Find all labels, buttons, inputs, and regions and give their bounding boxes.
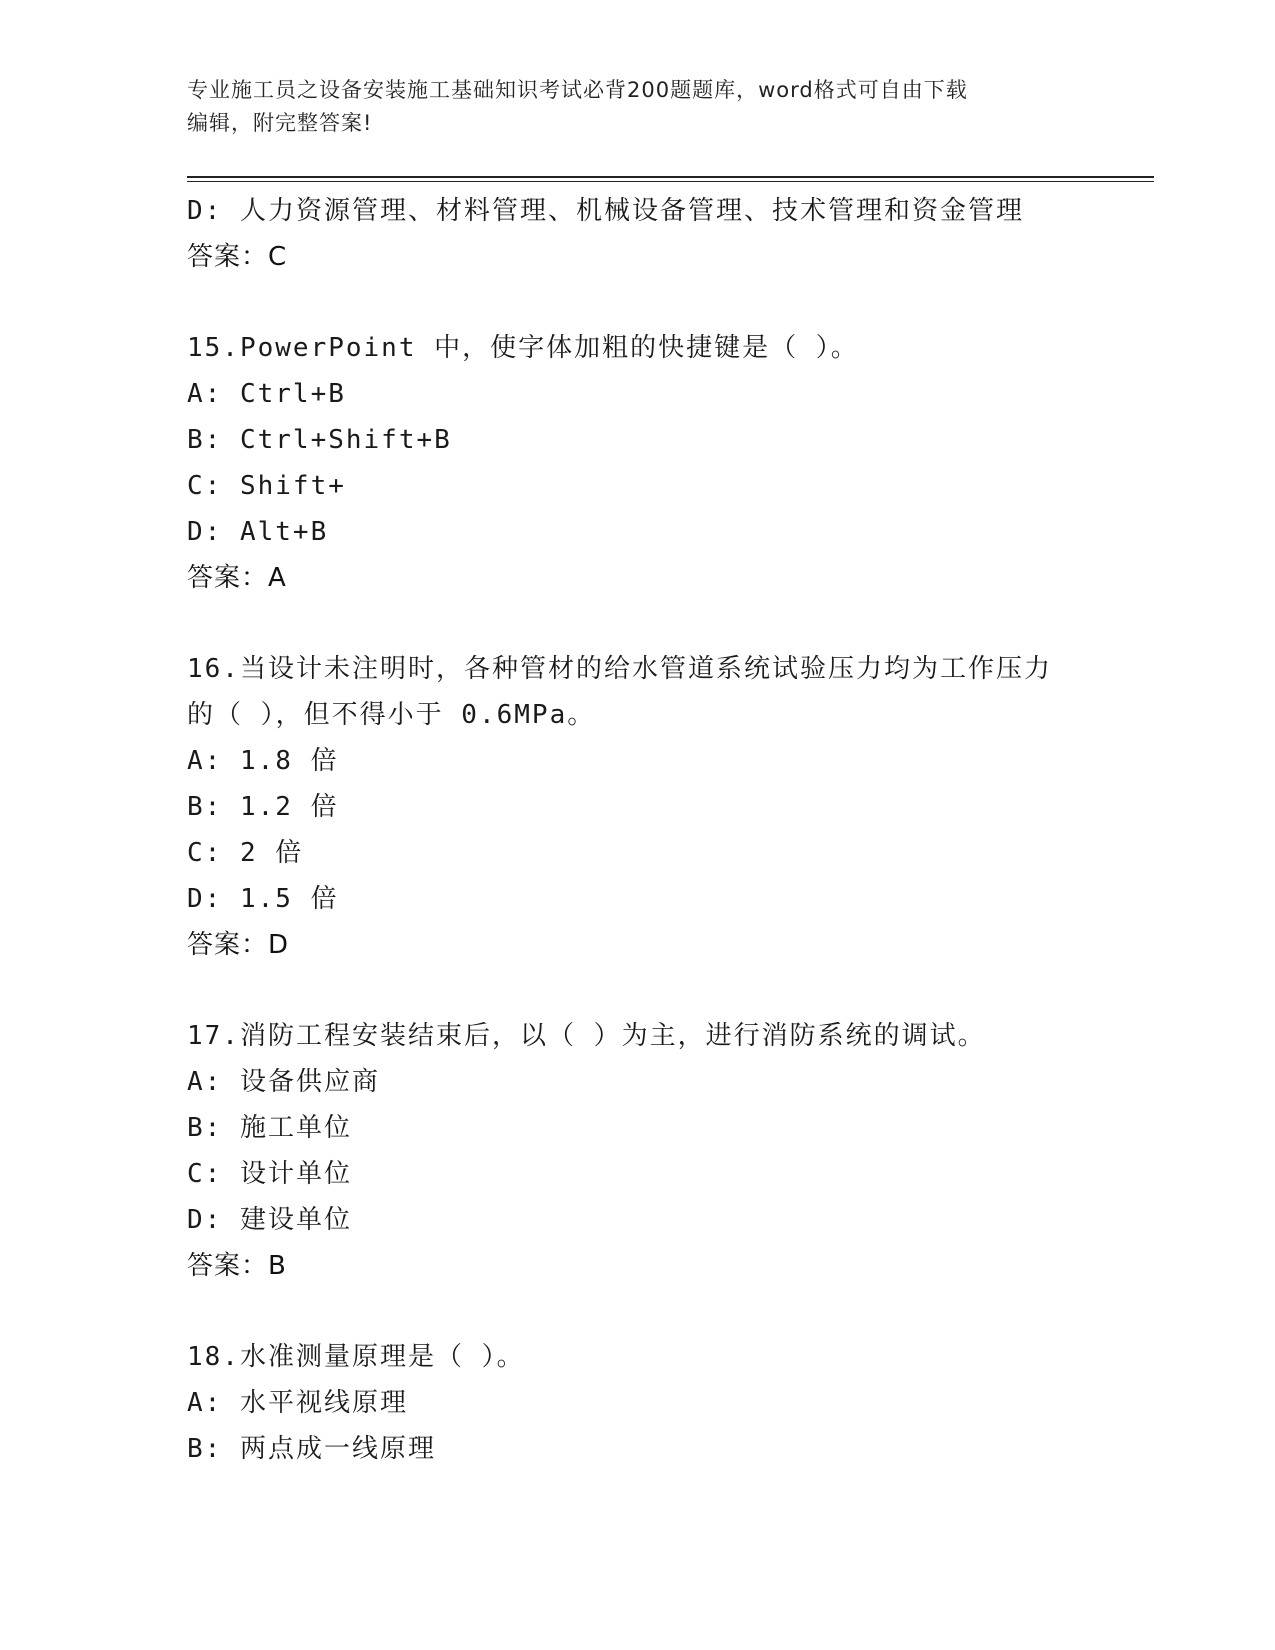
question-17 bbox=[187, 1013, 1127, 1289]
header-line-2: 编辑，附完整答案! bbox=[187, 111, 373, 135]
option-a: A: Ctrl+B bbox=[187, 379, 346, 409]
option-d: D: Alt+B bbox=[187, 517, 329, 547]
document-header bbox=[187, 74, 1067, 140]
option-b: B: 施工单位 bbox=[187, 1113, 352, 1143]
question-stem: 18.水准测量原理是（ ）。 bbox=[187, 1342, 525, 1372]
answer-line: 答案：C bbox=[187, 242, 288, 272]
option-b: B: Ctrl+Shift+B bbox=[187, 425, 452, 455]
answer-line: 答案：B bbox=[187, 1251, 287, 1281]
option-c: C: 2 倍 bbox=[187, 838, 304, 868]
question-16 bbox=[187, 646, 1127, 968]
option-b: B: 两点成一线原理 bbox=[187, 1434, 436, 1464]
question-18 bbox=[187, 1334, 1127, 1472]
header-rule-thin bbox=[187, 181, 1154, 182]
option-d: D: 建设单位 bbox=[187, 1205, 352, 1235]
question-stem: 17.消防工程安装结束后，以（ ）为主，进行消防系统的调试。 bbox=[187, 1021, 986, 1051]
option-d: D: 1.5 倍 bbox=[187, 884, 339, 914]
question-stem: 16.当设计未注明时，各种管材的给水管道系统试验压力均为工作压力 bbox=[187, 654, 1052, 684]
option-a: A: 设备供应商 bbox=[187, 1067, 380, 1097]
option-d: D: 人力资源管理、材料管理、机械设备管理、技术管理和资金管理 bbox=[187, 196, 1024, 226]
question-15 bbox=[187, 325, 1127, 601]
question-stem-continued: 的（ ），但不得小于 0.6MPa。 bbox=[187, 700, 596, 730]
header-line-1: 专业施工员之设备安装施工基础知识考试必背200题题库，word格式可自由下载 bbox=[187, 78, 968, 102]
option-b: B: 1.2 倍 bbox=[187, 792, 339, 822]
option-c: C: 设计单位 bbox=[187, 1159, 352, 1189]
previous-question-tail bbox=[187, 188, 1127, 280]
question-stem: 15.PowerPoint 中，使字体加粗的快捷键是（ ）。 bbox=[187, 333, 859, 363]
option-a: A: 1.8 倍 bbox=[187, 746, 339, 776]
option-c: C: Shift+ bbox=[187, 471, 346, 501]
question-list bbox=[187, 188, 1127, 1472]
answer-line: 答案：D bbox=[187, 930, 290, 960]
option-a: A: 水平视线原理 bbox=[187, 1388, 408, 1418]
answer-line: 答案：A bbox=[187, 563, 287, 593]
header-rule-thick bbox=[187, 176, 1154, 178]
